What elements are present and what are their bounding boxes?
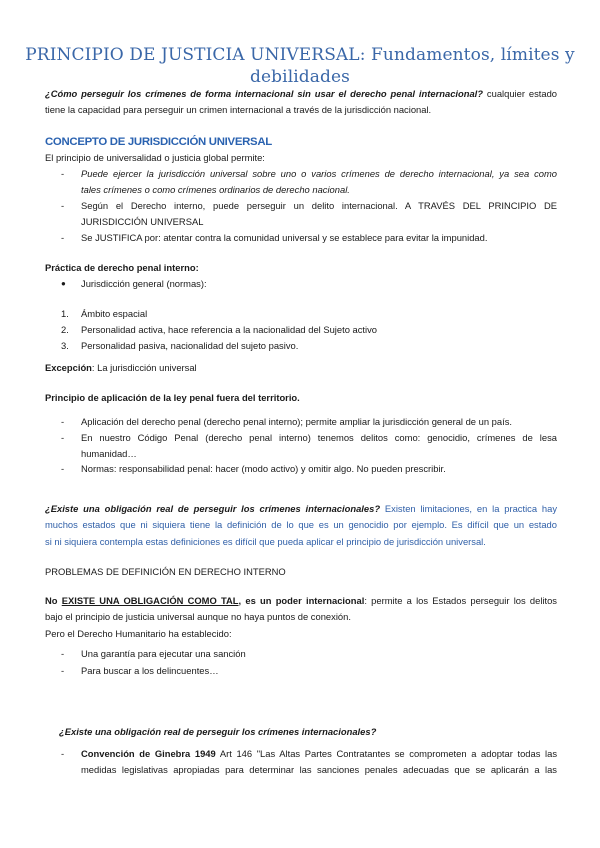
obligacion-paragraph: ¿Existe una obligación real de perseguir los crímenes internacionales? Existen limitaciones, en la practica hay muchos estados que ni siquiera tiene la definición de lo que es un genocidio por ejemplo. Es difícil que un estado si ni siquiera contempla estas definiciones es difícil que pueda aplicar el principio de jurisdicción universal. [45,503,558,547]
aplicacion-heading: Principio de aplicación de la ley penal fuera del territorio. [45,392,300,403]
concepto-bullet-2: - Según el Derecho interno, puede perseguir un delito internacional. A TRAVÉS DEL PRINCIPIO DE JURISDICCIÓN UNIVERSAL [61,200,557,228]
intro-question: ¿Cómo perseguir los crímenes de forma internacional sin usar el derecho penal internacional? [45,88,484,99]
concepto-lead: El principio de universalidad o justicia global permite: [45,152,265,163]
practica-bullet: ● Jurisdicción general (normas): [61,278,207,289]
problemas-bullet-2: - Para buscar a los delincuentes… [61,665,219,676]
concepto-heading: CONCEPTO DE JURISDICCIÓN UNIVERSAL [45,136,272,148]
aplicacion-bullet-2: - En nuestro Código Penal (derecho penal interno) tenemos delitos como: genocidio, crímenes de lesa humanidad… [61,432,557,460]
practica-heading: Práctica de derecho penal interno: [45,262,199,273]
final-question: ¿Existe una obligación real de perseguir los crímenes internacionales? [59,726,377,737]
intro-rest: cualquier estado [483,88,558,99]
excepcion-line: Excepción: La jurisdicción universal [45,362,197,373]
problemas-paragraph: No EXISTE UNA OBLIGACIÓN COMO TAL, es un poder internacional: permite a los Estados perseguir los delitos bajo el principio de justicia universal aunque no haya puntos de conexión. Pero el Derecho Humanitario ha establecido: [45,595,557,639]
practica-numbered-3: 3. Personalidad pasiva, nacionalidad del sujeto pasivo. [61,340,299,351]
concepto-bullet-3: - Se JUSTIFICA por: atentar contra la comunidad universal y se establece para evitar la impunidad. [61,232,488,243]
problemas-heading: PROBLEMAS DE DEFINICIÓN EN DERECHO INTERNO [45,566,286,577]
page-title: PRINCIPIO DE JUSTICIA UNIVERSAL: Fundamentos, límites y debilidades [25,45,575,87]
intro-line-2: tiene la capacidad para perseguir un crimen internacional a través de la jurisdicción nacional. [45,104,432,116]
concepto-bullet-1: - Puede ejercer la jurisdicción universal sobre uno o varios crímenes de derecho internacional, ya sea como tales crímenes o como crímenes ordinarios de derecho nacional. [61,168,557,196]
problemas-bullet-1: - Una garantía para ejecutar una sanción [61,648,246,659]
aplicacion-bullet-1: - Aplicación del derecho penal (derecho penal interno); permite ampliar la jurisdicción general de un país. [61,416,512,427]
intro-paragraph [45,86,557,119]
practica-numbered-1: 1. Ámbito espacial [61,308,148,319]
practica-numbered-2: 2. Personalidad activa, hace referencia a la nacionalidad del Sujeto activo [61,324,378,335]
final-bullet: - Convención de Ginebra 1949 Art 146 "Las Altas Partes Contratantes se comprometen a adoptar todas las medidas legislativas apropiadas para determinar las sanciones penales adecuadas que se aplicarán a las [61,748,558,776]
aplicacion-bullet-3: - Normas: responsabilidad penal: hacer (modo activo) y omitir algo. No pueden prescribir. [61,463,446,474]
